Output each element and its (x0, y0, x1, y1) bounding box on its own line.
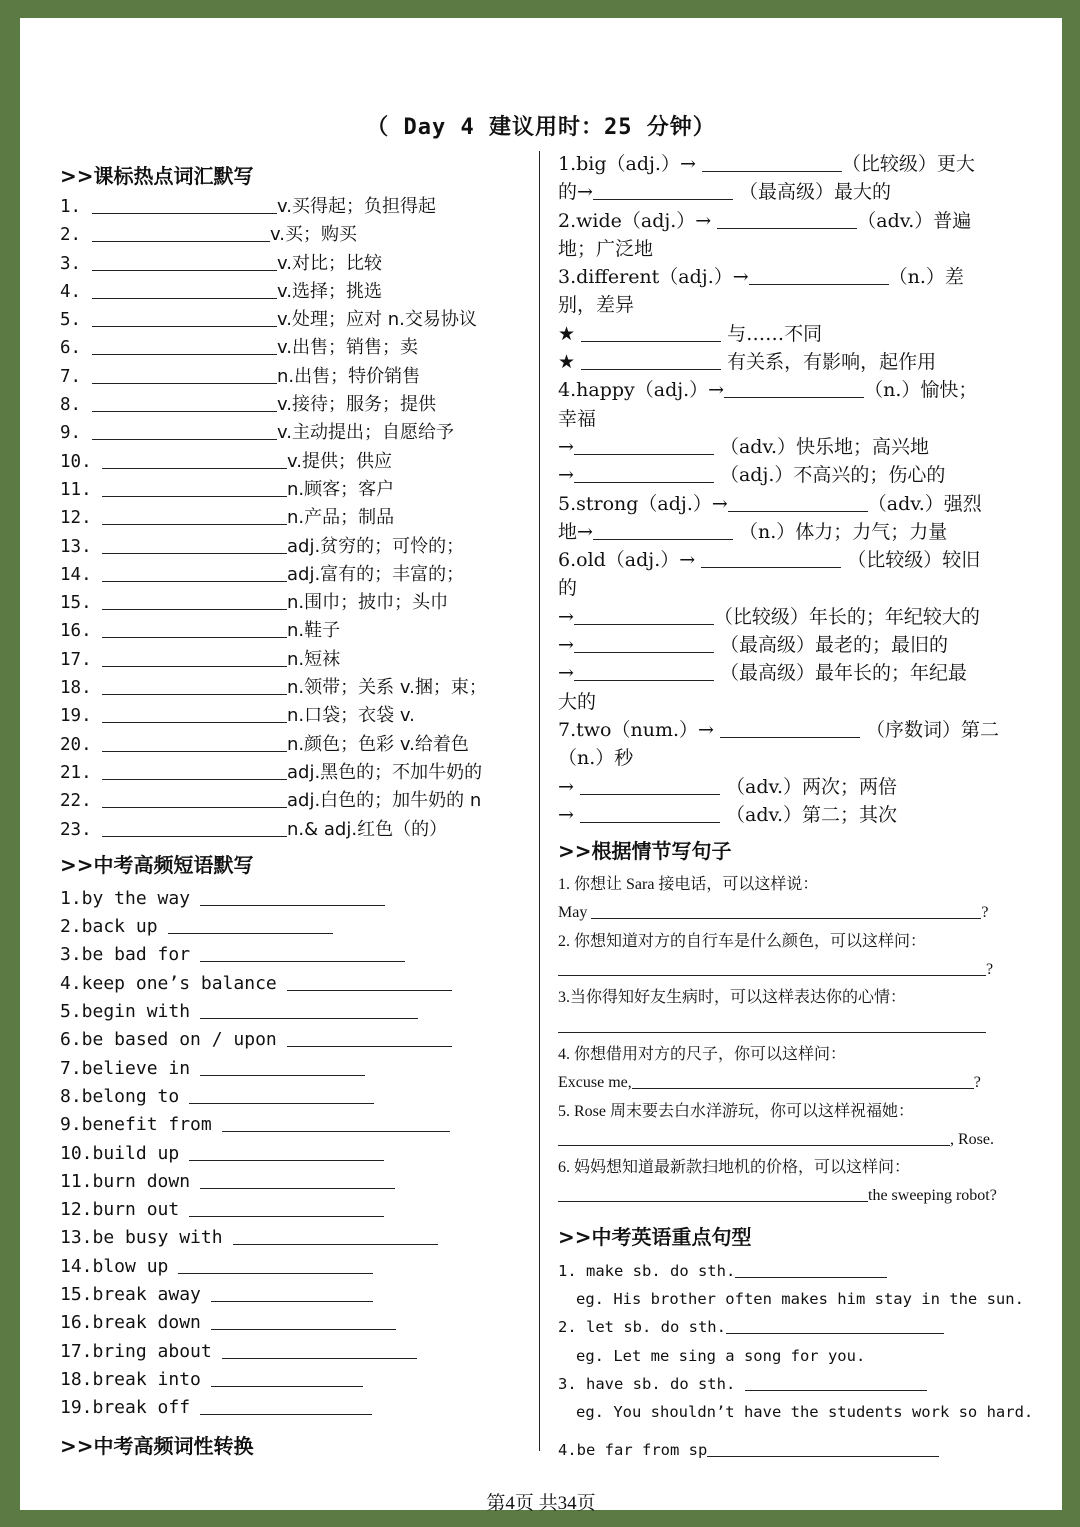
right-column (558, 150, 1038, 1465)
vocab-item (60, 333, 530, 361)
vocab-meaning: n.& adj.红色（的） (287, 818, 448, 840)
phrase-text: 7.believe in (60, 1057, 191, 1079)
wordform-line: 2.wide（adj.）→ （adv.）普遍 (558, 209, 972, 232)
answer-blank[interactable] (558, 1129, 950, 1146)
answer-blank[interactable] (222, 1338, 417, 1359)
vocab-item (60, 390, 530, 418)
vocab-number: 16. (60, 621, 92, 642)
vocab-number: 1. (60, 197, 82, 217)
answer-blank[interactable] (92, 363, 277, 384)
answer-blank[interactable] (211, 1366, 363, 1387)
wordforms-section-title: >>中考高频词性转换 (60, 1434, 254, 1459)
vocab-meaning: n.出售；特价销售 (277, 365, 421, 387)
answer-blank[interactable] (168, 913, 333, 934)
vocab-meaning: n.鞋子 (287, 620, 341, 642)
answer-blank[interactable] (593, 179, 733, 200)
phrase-item (60, 1055, 530, 1083)
wordform-line: 地；广泛地 (558, 237, 654, 260)
answer-blank[interactable] (102, 702, 287, 723)
vocab-item (60, 192, 530, 220)
phrase-list (60, 885, 530, 1423)
vocab-meaning: v.买得起；负担得起 (277, 196, 436, 217)
wordform-line: 6.old（adj.）→ （比较级）较旧 (558, 549, 981, 572)
vocab-number: 21. (60, 762, 92, 783)
wordform-line: （n.）秒 (558, 747, 634, 770)
vocab-meaning: adj.白色的；加牛奶的 n (287, 790, 482, 812)
page-footer: 第4页 共34页 (486, 1493, 596, 1514)
answer-blank[interactable] (102, 674, 287, 695)
answer-blank[interactable] (287, 1026, 452, 1047)
phrase-text: 16.break down (60, 1312, 201, 1334)
phrase-item (60, 1394, 530, 1422)
vocab-meaning: adj.富有的；丰富的； (287, 563, 465, 585)
phrases-section-title: >>中考高频短语默写 (60, 852, 254, 877)
phrase-item (60, 1309, 530, 1337)
answer-blank[interactable] (222, 1111, 450, 1132)
vocab-number: 8. (60, 395, 82, 416)
vocab-item (60, 815, 530, 843)
vocab-meaning: n.短袜 (287, 648, 341, 670)
situation-answer: ? (558, 956, 1038, 984)
situation-question: 6. 妈妈想知道最新款扫地机的价格，可以这样问： (558, 1159, 911, 1177)
wordform-line: 5.strong（adj.）→ （adv.）强烈 (558, 492, 982, 515)
vocab-number: 7. (60, 366, 82, 387)
answer-blank[interactable] (102, 617, 287, 638)
vocab-meaning: v.买；购买 (270, 224, 357, 246)
situation-question: 2. 你想知道对方的自行车是什么颜色，可以这样问： (558, 932, 927, 950)
vocab-item (60, 616, 530, 644)
answer-blank[interactable] (745, 1374, 927, 1391)
phrase-text: 4.keep one’s balance (60, 972, 277, 994)
vocab-number: 2. (60, 225, 82, 246)
answer-blank[interactable] (102, 589, 287, 610)
answer-blank[interactable] (102, 646, 287, 667)
phrase-item (60, 941, 530, 969)
answer-blank[interactable] (558, 959, 986, 976)
wordform-line: 的→ （最高级）最大的 (558, 181, 891, 204)
vocab-meaning: v.处理；应对 n.交易协议 (277, 309, 477, 331)
vocab-list (60, 192, 530, 843)
answer-blank[interactable] (574, 604, 714, 625)
vocab-item (60, 447, 530, 475)
left-column (60, 160, 530, 1466)
vocab-meaning: n.产品；制品 (287, 507, 395, 529)
phrase-text: 13.be busy with (60, 1227, 223, 1249)
phrase-text: 2.back up (60, 916, 158, 938)
answer-blank[interactable] (702, 151, 842, 172)
vocab-item (60, 786, 530, 814)
worksheet-page (20, 18, 1062, 1514)
answer-blank[interactable] (581, 349, 721, 370)
wordform-line: 地→ （n.）体力；力气；力量 (558, 520, 948, 543)
answer-blank[interactable] (92, 306, 277, 327)
vocab-meaning: v.出售；销售；卖 (277, 337, 418, 359)
answer-blank[interactable] (200, 941, 405, 962)
phrase-text: 5.begin with (60, 1001, 191, 1023)
situation-question: 3.当你得知好友生病时，可以这样表达你的心情： (558, 989, 907, 1007)
vocab-meaning: v.主动提出；自愿给予 (277, 422, 454, 444)
answer-blank[interactable] (92, 334, 277, 355)
vocab-number: 13. (60, 536, 92, 557)
wordform-line: → （比较级）年长的；年纪较大的 (558, 605, 980, 628)
wordform-line: → （最高级）最老的；最旧的 (558, 634, 948, 657)
phrase-item (60, 1224, 530, 1252)
answer-blank[interactable] (580, 802, 720, 823)
column-divider (539, 151, 540, 1451)
vocab-item (60, 220, 530, 248)
answer-blank[interactable] (593, 519, 733, 540)
vocab-meaning: n.颜色；色彩 v.给着色 (287, 733, 469, 755)
answer-blank[interactable] (200, 1055, 365, 1076)
vocab-number: 15. (60, 593, 92, 614)
answer-blank[interactable] (701, 547, 841, 568)
situation-answer: the sweeping robot? (558, 1182, 1038, 1210)
phrase-item (60, 1083, 530, 1111)
answer-blank[interactable] (728, 491, 868, 512)
answer-blank[interactable] (749, 264, 889, 285)
phrase-item (60, 1338, 530, 1366)
answer-blank[interactable] (102, 504, 287, 525)
situation-answer (558, 1013, 1038, 1041)
vocab-number: 14. (60, 564, 92, 585)
phrase-item (60, 913, 530, 941)
answer-blank[interactable] (200, 1394, 372, 1415)
pattern-example: eg. Let me sing a song for you. (576, 1346, 866, 1365)
vocab-number: 19. (60, 706, 92, 727)
situation-question: 4. 你想借用对方的尺子，你可以这样问： (558, 1045, 847, 1063)
phrase-text: 6.be based on / upon (60, 1029, 277, 1051)
phrase-item (60, 970, 530, 998)
phrase-item (60, 998, 530, 1026)
wordform-line: → （adv.）第二；其次 (558, 803, 898, 826)
answer-blank[interactable] (735, 1261, 887, 1278)
wordform-line: ★ 与……不同 (558, 322, 823, 345)
phrase-item (60, 1140, 530, 1168)
pattern-example: eg. His brother often makes him stay in the sun. (576, 1289, 1024, 1308)
phrase-text: 15.break away (60, 1283, 201, 1305)
answer-blank[interactable] (632, 1072, 974, 1089)
answer-blank[interactable] (581, 321, 721, 342)
answer-blank[interactable] (726, 1317, 944, 1334)
situation-question: 5. Rose 周末要去白水洋游玩，你可以这样祝福她： (558, 1102, 915, 1120)
answer-blank[interactable] (102, 731, 287, 752)
situation-answer: , Rose. (558, 1126, 1038, 1154)
answer-blank[interactable] (92, 278, 277, 299)
answer-blank[interactable] (92, 221, 270, 242)
answer-blank[interactable] (102, 448, 287, 469)
pattern-example: eg. You shouldn’t have the students work so hard. (576, 1403, 1034, 1422)
answer-blank[interactable] (717, 208, 857, 229)
wordform-line: 1.big（adj.）→ （比较级）更大 (558, 153, 975, 175)
answer-blank[interactable] (92, 391, 277, 412)
pattern-item: 4.be far from sp (558, 1436, 1038, 1464)
answer-blank[interactable] (724, 377, 864, 398)
wordform-line: 幸福 (558, 407, 597, 430)
situation-answer: Excuse me, ? (558, 1074, 981, 1092)
vocab-item (60, 503, 530, 531)
vocab-item (60, 249, 530, 277)
wordform-line: ★ 有关系，有影响，起作用 (558, 351, 937, 374)
wordform-line: → （adv.）两次；两倍 (558, 775, 898, 798)
vocab-item (60, 588, 530, 616)
answer-blank[interactable] (233, 1224, 438, 1245)
patterns-section-title: >>中考英语重点句型 (558, 1224, 752, 1249)
vocab-number: 22. (60, 791, 92, 812)
phrase-item (60, 1196, 530, 1224)
vocab-meaning: v.提供；供应 (287, 450, 392, 472)
vocab-item (60, 560, 530, 588)
vocab-item (60, 362, 530, 390)
phrase-item (60, 1026, 530, 1054)
answer-blank[interactable] (574, 632, 714, 653)
vocab-meaning: n.口袋；衣袋 v. (287, 705, 415, 727)
wordform-line: 大的 (558, 690, 597, 713)
phrase-text: 14.blow up (60, 1255, 169, 1277)
pattern-item: 2. let sb. do sth. (558, 1313, 1038, 1341)
phrase-text: 1.by the way (60, 887, 191, 909)
wordform-line: 的 (558, 577, 578, 600)
wordform-line: 别，差异 (558, 294, 635, 317)
star-icon: ★ (558, 322, 576, 345)
phrase-item (60, 1111, 530, 1139)
answer-blank[interactable] (102, 561, 287, 582)
vocab-number: 20. (60, 734, 92, 755)
wordform-line: → （最高级）最年长的；年纪最 (558, 662, 967, 685)
answer-blank[interactable] (189, 1083, 374, 1104)
phrase-item (60, 1281, 530, 1309)
phrase-text: 8.belong to (60, 1085, 180, 1107)
answer-blank[interactable] (580, 774, 720, 795)
answer-blank[interactable] (102, 476, 287, 497)
vocab-meaning: n.顾客；客户 (287, 478, 395, 500)
vocab-meaning: v.对比；比较 (277, 252, 382, 274)
situations-section-title: >>根据情节写句子 (558, 839, 732, 864)
answer-blank[interactable] (211, 1309, 396, 1330)
answer-blank[interactable] (102, 533, 287, 554)
vocab-number: 12. (60, 508, 92, 529)
answer-blank[interactable] (189, 1196, 384, 1217)
answer-blank[interactable] (574, 434, 714, 455)
vocab-item (60, 758, 530, 786)
wordform-line: 4.happy（adj.）→ （n.）愉快； (558, 379, 978, 402)
answer-blank[interactable] (102, 816, 287, 837)
phrase-item (60, 1253, 530, 1281)
answer-blank[interactable] (558, 1016, 986, 1033)
vocab-item (60, 305, 530, 333)
vocab-meaning: v.选择；挑选 (277, 280, 382, 302)
answer-blank[interactable] (102, 759, 287, 780)
vocab-number: 17. (60, 649, 92, 670)
phrase-text: 11.burn down (60, 1170, 191, 1192)
situation-question: 1. 你想让 Sara 接电话，可以这样说： (558, 876, 819, 894)
phrase-item (60, 1366, 530, 1394)
vocab-number: 23. (60, 819, 92, 840)
vocab-meaning: n.围巾；披巾；头巾 (287, 592, 449, 614)
phrase-text: 19.break off (60, 1397, 191, 1419)
answer-blank[interactable] (574, 462, 714, 483)
answer-blank[interactable] (558, 1185, 868, 1202)
answer-blank[interactable] (574, 660, 714, 681)
vocab-item (60, 475, 530, 503)
vocab-item (60, 532, 530, 560)
wordform-line: 3.different（adj.）→ （n.）差 (558, 266, 964, 289)
vocab-item (60, 730, 530, 758)
answer-blank[interactable] (707, 1440, 939, 1457)
vocab-item (60, 645, 530, 673)
answer-blank[interactable] (200, 1168, 395, 1189)
wordform-line: → （adv.）快乐地；高兴地 (558, 435, 929, 458)
vocab-meaning: n.领带；关系 v.捆；束； (287, 677, 487, 699)
answer-blank[interactable] (189, 1140, 384, 1161)
answer-blank[interactable] (92, 193, 277, 214)
answer-blank[interactable] (200, 998, 418, 1019)
vocab-meaning: adj.贫穷的；可怜的； (287, 535, 465, 557)
phrase-item (60, 885, 530, 913)
answer-blank[interactable] (92, 250, 277, 271)
phrase-text: 9.benefit from (60, 1114, 212, 1136)
vocab-number: 4. (60, 281, 82, 302)
vocab-number: 6. (60, 338, 82, 359)
vocab-number: 18. (60, 678, 92, 699)
phrase-item (60, 1168, 530, 1196)
phrase-text: 18.break into (60, 1368, 201, 1390)
vocab-item (60, 277, 530, 305)
phrase-text: 3.be bad for (60, 944, 191, 966)
pattern-item: 1. make sb. do sth. (558, 1257, 1038, 1285)
vocab-number: 11. (60, 479, 92, 500)
answer-blank[interactable] (178, 1253, 373, 1274)
answer-blank[interactable] (720, 717, 860, 738)
vocab-section-title: >>课标热点词汇默写 (60, 164, 254, 188)
answer-blank[interactable] (211, 1281, 373, 1302)
answer-blank[interactable] (591, 902, 981, 919)
star-icon: ★ (558, 351, 576, 374)
pattern-item: 3. have sb. do sth. (558, 1370, 1038, 1398)
vocab-meaning: v.接待；服务；提供 (277, 394, 436, 416)
answer-blank[interactable] (287, 970, 452, 991)
answer-blank[interactable] (102, 787, 287, 808)
wordform-line: → （adj.）不高兴的；伤心的 (558, 464, 946, 487)
page-header: （ Day 4 建议用时：25 分钟） (366, 115, 716, 140)
vocab-number: 9. (60, 423, 82, 444)
vocab-item (60, 673, 530, 701)
vocab-item (60, 701, 530, 729)
vocab-item (60, 418, 530, 446)
vocab-number: 10. (60, 451, 92, 472)
situation-answer: May ? (558, 904, 989, 922)
answer-blank[interactable] (92, 419, 277, 440)
phrase-text: 10.build up (60, 1142, 180, 1164)
answer-blank[interactable] (200, 885, 385, 906)
phrase-text: 17.bring about (60, 1340, 212, 1362)
vocab-number: 5. (60, 310, 82, 331)
wordform-line: 7.two（num.）→ （序数词）第二 (558, 718, 1000, 741)
phrase-text: 12.burn out (60, 1199, 180, 1221)
vocab-meaning: adj.黑色的；不加牛奶的 (287, 761, 483, 783)
vocab-number: 3. (60, 253, 82, 274)
